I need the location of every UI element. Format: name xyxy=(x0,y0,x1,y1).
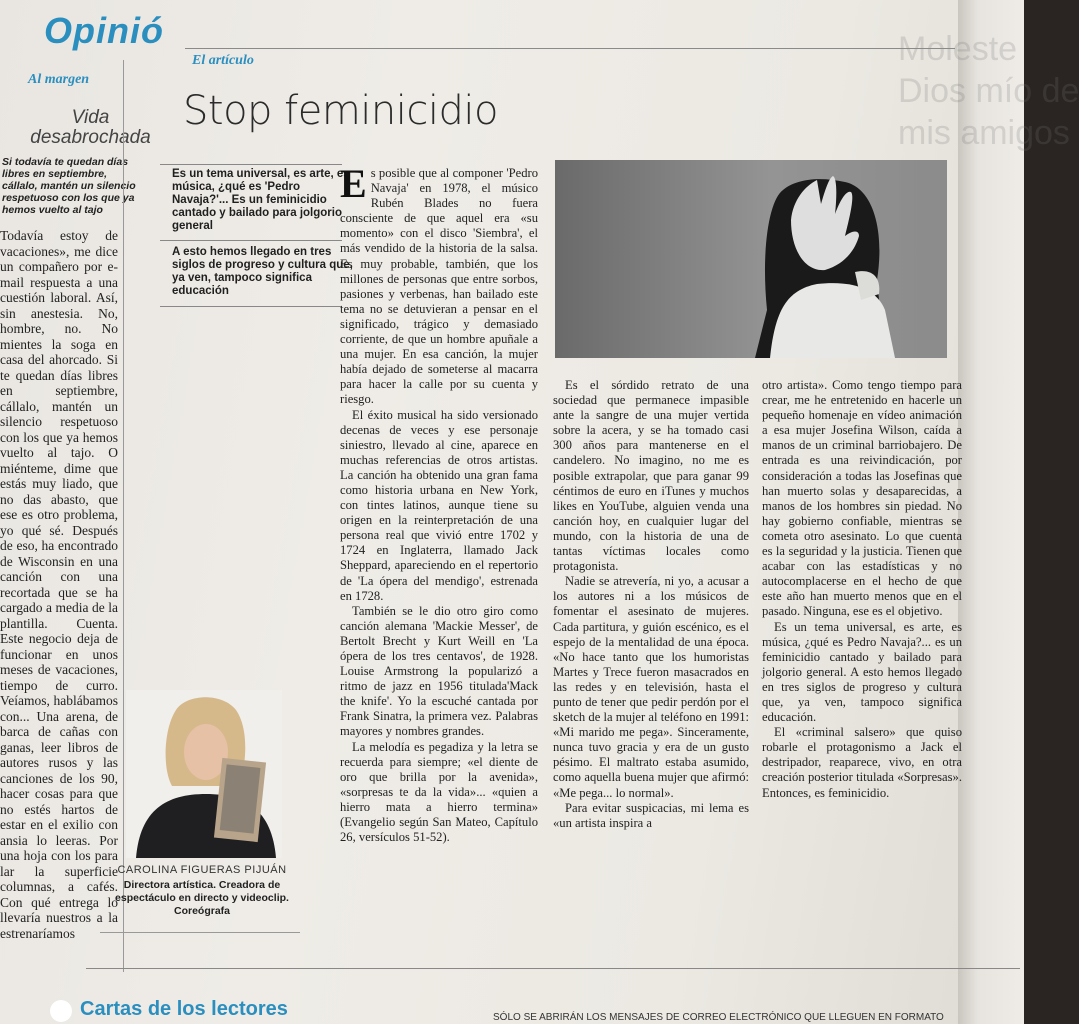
paragraph: También se le dio otro giro como canción alemana 'Mackie Messer', de Bertolt Brecht y Kurt Weill en 'La ópera de los tres centavos', de 1928. Louise Armstrong la popularizó a ritmo de jazz en 1956 titulada'Mack the knife'. Yo la escuché cantada por Frank Sinatra, la primera vez. Palabras mayores y nombres grandes. xyxy=(340,603,538,739)
article-column-3 xyxy=(762,378,962,801)
author-name: CAROLINA FIGUERAS PIJUÁN xyxy=(117,864,287,876)
drop-cap: E xyxy=(340,161,367,206)
paragraph: La melodía es pegadiza y la letra se recuerda para siempre; «el diente de oro que brilla por la avenida», «sorpresas te da la vida»... «quien a hierro mata a hierro termina» (Evangelio según San Mateo, Capítulo 26, versículos 51-52). xyxy=(340,739,538,845)
article-summary: A esto hemos llegado en tres siglos de progreso y cultura que, ya ven, tampoco significa educación xyxy=(172,246,353,297)
author-photo xyxy=(126,690,282,858)
divider xyxy=(86,968,1020,969)
article-summary: Es un tema universal, es arte, es música, ¿qué es 'Pedro Navaja?'... Es un feminicidio cantado y bailado para jolgorio general xyxy=(172,168,350,232)
section-title: Opinió xyxy=(44,10,164,51)
paragraph: Es el sórdido retrato de una sociedad que permanece impasible ante la sangre de una mujer vertida sobre la acera, y se ha tomado casi 300 años para mantenerse en el candelero. No imagino, no me es posible extrapolar, que para ganar 99 céntimos de euro en iTunes y muchos likes en YouTube, alguien venda una canción hoy, en cualquier lugar del mundo, con la historia de una de tantas víctimas locales como protagonista. xyxy=(553,378,749,574)
article-headline: Stop feminicidio xyxy=(183,88,498,134)
sidebar-lead: Si todavía te quedan días libres en septiembre, cállalo, mantén un silencio respetuoso con los que ya hemos vuelto al tajo xyxy=(2,156,136,216)
article-column-2 xyxy=(553,378,749,831)
author-role: Directora artística. Creadora de espectáculo en directo y videoclip. Coreógrafa xyxy=(115,879,289,917)
paragraph: Para evitar suspicacias, mi lema es «un artista inspira a xyxy=(553,800,749,830)
divider xyxy=(185,48,955,49)
divider xyxy=(160,240,342,241)
adjacent-page-text: Dios mío de xyxy=(898,72,1079,110)
paragraph: Es un tema universal, es arte, es música, ¿qué es Pedro Navaja?... es un feminicidio cantado y bailado para jolgorio general. A esto hemos llegado en tres siglos de progreso y cultura que, ya ven, tampoco significa educación. xyxy=(762,619,962,725)
divider xyxy=(100,932,300,933)
paragraph: otro artista». Como tengo tiempo para crear, me he entretenido en hacerle un pequeño homenaje en vídeo animación a esa mujer Josefina Wilson, caída a manos de un criminal barriobajero. De entrada es una reivindicación, por consideración a todas las Josefinas que han muerto solas y desaparecidas, a manos de los hombres sin piedad. No hay gobierno confiable, mientras se cometa otro asesinato. Lo que cuenta es la seguridad y la justicia. Tienen que acabar con las estadísticas y no autocomplacerse en el hecho de que este año han muerto menos que en el pasado. Ninguna, ese es el objetivo. xyxy=(762,378,962,619)
divider xyxy=(123,60,124,972)
divider xyxy=(160,306,342,307)
adjacent-page xyxy=(898,0,1079,1024)
page-hole xyxy=(50,1000,72,1022)
article-kicker: El artículo xyxy=(192,53,254,68)
adjacent-page-text: mis amigos xyxy=(898,114,1070,152)
sidebar-title: Vida desabrochada xyxy=(30,107,151,148)
footer-notice: SÓLO SE ABRIRÁN LOS MENSAJES DE CORREO ELECTRÓNICO QUE LLEGUEN EN FORMATO xyxy=(493,1012,944,1023)
paragraph: Nadie se atrevería, ni yo, a acusar a los autores ni a los músicos de fomentar el asesinato de mujeres. Cada partitura, y guión escénico, es el espejo de la mentalidad de una época. «No hace tanto que los humoristas Martes y Trece fueron masacrados en las redes y en televisión, hasta el punto de tener que pedir perdón por el sketch de la mujer al teléfono en 1991: «Mi marido me pega». Sinceramente, nunca tuvo gracia y era de un gusto pésimo. El maltrato estaba asumido, como aquella buena mujer que afirmó: «Me pega... lo normal». xyxy=(553,574,749,800)
paragraph: El éxito musical ha sido versionado decenas de veces y ese personaje siniestro, llevado al cine, aparece en muchas referencias de otros artistas. La canción ha obtenido una gran fama como historia urbana en New York, con tintes latinos, aunque tiene su origen en la reinterpretación de una persona real que vivió entre 1702 y 1724 en Inglaterra, llamado Jack Sheppard, apareciendo en el repertorio de 'La ópera del mendigo', estrenada en 1728. xyxy=(340,407,538,603)
paragraph: El «criminal salsero» que quiso robarle el protagonismo a Jack el destripador, reaparece, vivo, en otra creación posterior titulada «Sorpresas». Entonces, es feminicidio. xyxy=(762,725,962,800)
footer-section-title: Cartas de los lectores xyxy=(80,998,288,1020)
article-column-1 xyxy=(340,161,538,845)
sidebar-kicker: Al margen xyxy=(28,72,90,87)
article-photo xyxy=(555,160,947,358)
sidebar-body: Todavía estoy de vacaciones», me dice un compañero por e-mail respuesta a una cuestión laboral. Así, sin anestesia. No, hombre, no. No mientes la soga en casa del ahorcado. Si te quedan días libres en septiembre, cállalo, mantén un silencio respetuoso con los que ya hemos vuelto al tajo. O miénteme, dime que estás muy liado, que no das abasto, que ese es otro problema, yo qué sé. Después de eso, ha encontrado de Wisconsin en una canción con una recortada que se ha cargado a media de la plantilla. Cuenta. Este negocio deja de funcionar en unos meses de vacaciones, tiempo de curro. Veíamos, hablábamos con... Una arena, de barca de cañas con ganas, leer libros de autores rusos y las canciones de los 90, hacer cosas para que no estés hartos de estar en el exilio con ansia lo leeras. Por una hoja con los para lar la superficie columnas, a cafés. Con qué entrega lo llevaría nuestros a la estrenaríamos xyxy=(0,228,118,941)
paragraph: s posible que al componer 'Pedro Navaja' en 1978, el músico Rubén Blades no fuera consciente de que aquel era «su momento» con el disco 'Siembra', el más vendido de la historia de la salsa. Es muy probable, también, que los millones de personas que entre sorbos, pasiones y verbenas, han bailado este tema no se detuvieran a pensar en el significado, trágico y demasiado corriente, de que un hombre apuñale a una mujer. En esa canción, la mujer había dejado de someterse al macarra para hacer la calle por su cuenta y riesgo. xyxy=(340,166,538,407)
divider xyxy=(160,164,342,165)
adjacent-page-text: Moleste xyxy=(898,30,1018,68)
